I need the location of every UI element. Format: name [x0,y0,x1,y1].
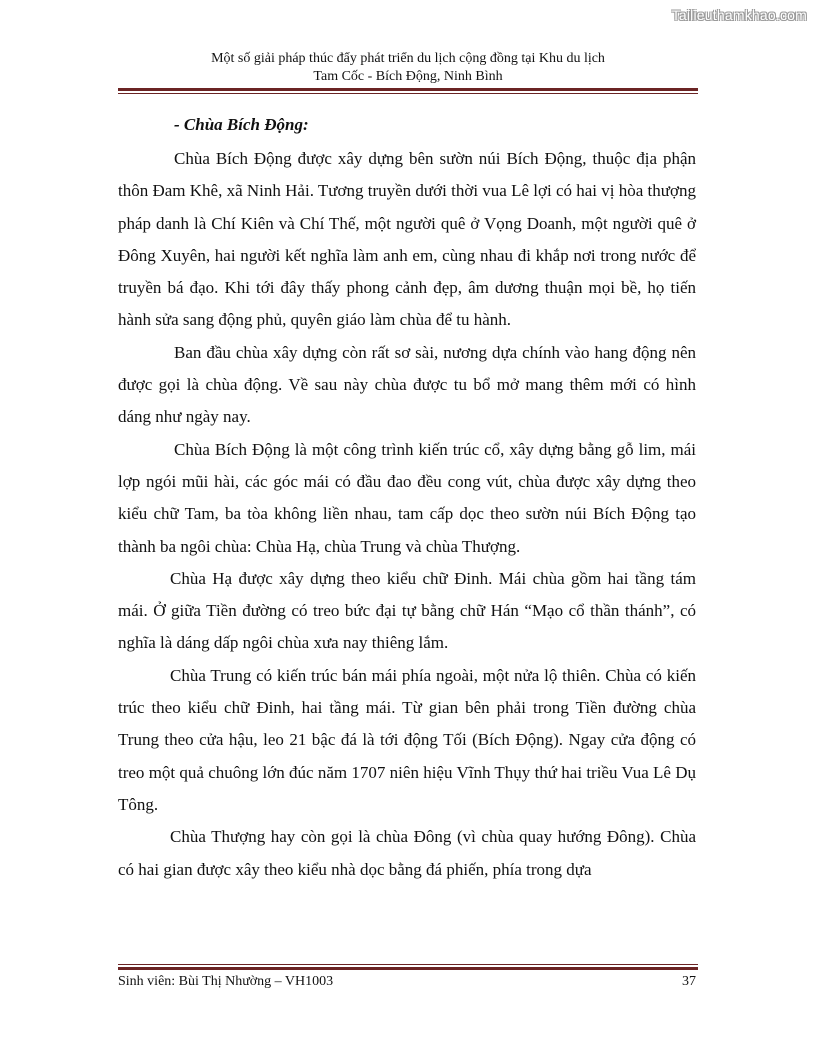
header-line-1: Một số giải pháp thúc đẩy phát triển du lịch cộng đồng tại Khu du lịch [211,51,605,66]
paragraph-3: Chùa Bích Động là một công trình kiến trúc cổ, xây dựng bằng gỗ lim, mái lợp ngói mũi hài, các góc mái có đầu đao đều cong vút, chùa được xây dựng theo kiểu chữ Tam, ba tòa không liền nhau, tam cấp dọc theo sườn núi Bích Động tạo thành ba ngôi chùa: Chùa Hạ, chùa Trung và chùa Thượng. [118,439,696,556]
running-footer [118,973,698,991]
running-header [118,50,698,86]
paragraph-5: Chùa Trung có kiến trúc bán mái phía ngoài, một nửa lộ thiên. Chùa có kiến trúc theo kiểu chữ Đinh, hai tầng mái. Từ gian bên phải trong Tiền đường chùa Trung theo cửa hậu, leo 21 bậc đá là tới động Tối (Bích Động). Ngay cửa động có treo một quả chuông lớn đúc năm 1707 niên hiệu Vĩnh Thụy thứ hai triều Vua Lê Dụ Tông. [118,665,696,814]
footer-rule-thin [118,964,698,965]
section-title: - Chùa Bích Động: [174,115,309,134]
header-line-2: Tam Cốc - Bích Động, Ninh Bình [313,69,503,84]
footer-rule-thick [118,967,698,970]
footer-student: Sinh viên: Bùi Thị Nhường – VH1003 [118,974,334,989]
paragraph-6: Chùa Thượng hay còn gọi là chùa Đông (vì chùa quay hướng Đông). Chùa có hai gian được xây theo kiểu nhà dọc bằng đá phiến, phía trong dựa [118,827,696,879]
page-body [118,111,696,886]
watermark-text: Tailieuthamkhao.com [671,7,807,23]
paragraph-4: Chùa Hạ được xây dựng theo kiểu chữ Đinh. Mái chùa gồm hai tầng tám mái. Ở giữa Tiền đường có treo bức đại tự bằng chữ Hán “Mạo cổ thần thánh”, có nghĩa là dáng dấp ngôi chùa xưa nay thiêng lắm. [118,568,696,653]
header-rule-thin [118,93,698,94]
paragraph-2: Ban đầu chùa xây dựng còn rất sơ sài, nương dựa chính vào hang động nên được gọi là chùa động. Về sau này chùa được tu bổ mở mang thêm mới có hình dáng như ngày nay. [118,342,696,427]
page-number: 37 [682,974,696,989]
header-rule-thick [118,88,698,91]
paragraph-1: Chùa Bích Động được xây dựng bên sườn núi Bích Động, thuộc địa phận thôn Đam Khê, xã Ninh Hải. Tương truyền dưới thời vua Lê lợi có hai vị hòa thượng pháp danh là Chí Kiên và Chí Thế, một người quê ở Vọng Doanh, một người quê ở Đông Xuyên, hai người kết nghĩa làm anh em, cùng nhau đi khắp nơi trong nước để truyền bá đạo. Khi tới đây thấy phong cảnh đẹp, âm dương thuận mọi bề, họ tiến hành sửa sang động phủ, quyên giáo làm chùa để tu hành. [118,149,696,330]
